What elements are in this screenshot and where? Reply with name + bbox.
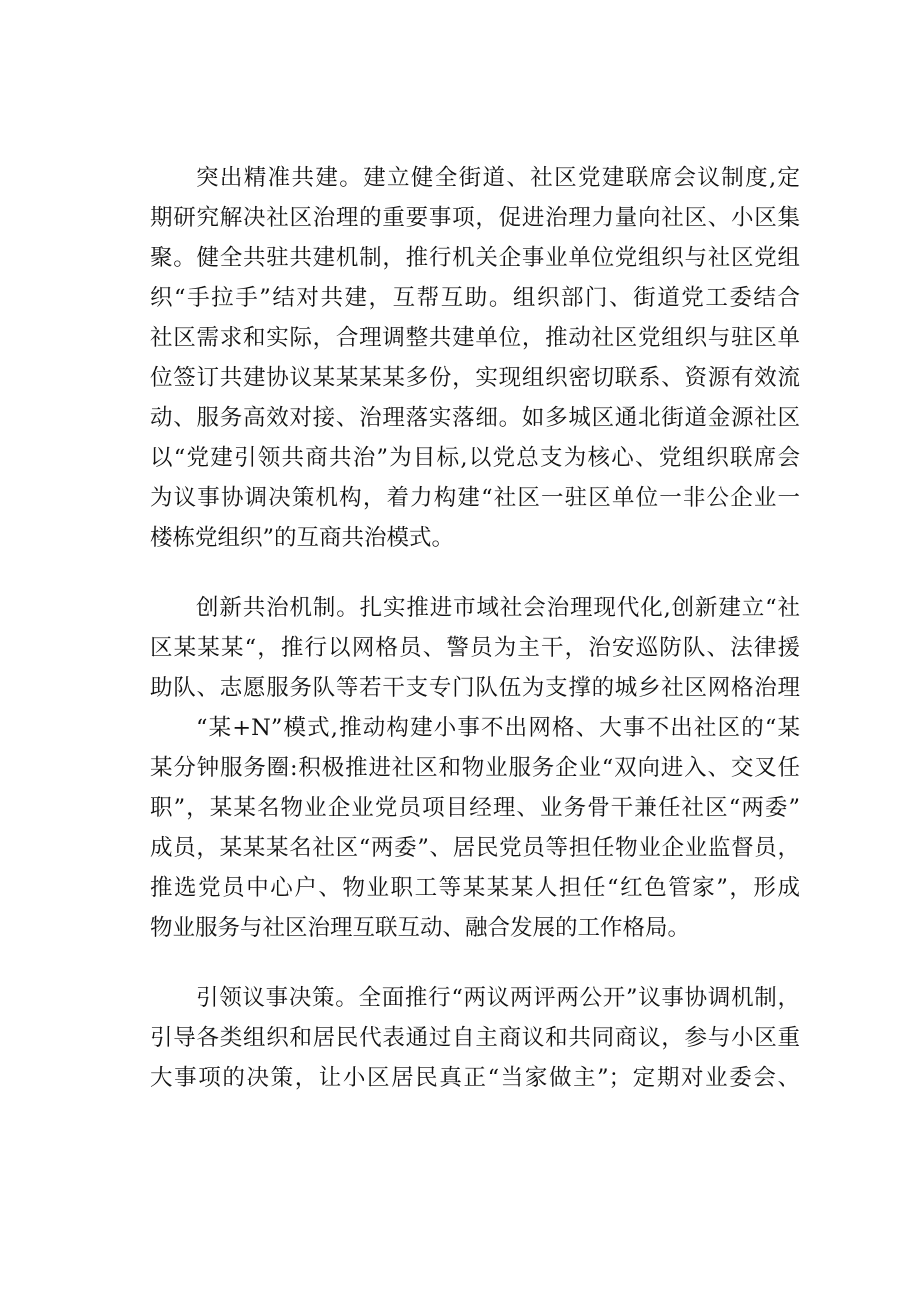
paragraph-2-line-5: 某分钟服务圈:积极推进社区和物业服务企业“双向进入、交叉任 bbox=[150, 755, 800, 781]
paragraph-1-line-8: 以“党建引领共商共治”为目标,以党总支为核心、党组织联席会 bbox=[150, 445, 800, 471]
paragraph-3-line-1: 引领议事决策。全面推行“两议两评两公开”议事协调机制， bbox=[196, 985, 800, 1011]
paragraph-1-line-4: 织“手拉手”结对共建，互帮互助。组织部门、街道党工委结合 bbox=[150, 285, 800, 311]
paragraph-2-line-8: 推选党员中心户、物业职工等某某某人担任“红色管家”，形成 bbox=[150, 875, 800, 901]
paragraph-1-line-1: 突出精准共建。建立健全街道、社区党建联席会议制度,定 bbox=[196, 165, 800, 191]
paragraph-1-line-9: 为议事协调决策机构，着力构建“社区一驻区单位一非公企业一 bbox=[150, 485, 800, 511]
paragraph-2-line-1: 创新共治机制。扎实推进市域社会治理现代化,创新建立“社 bbox=[196, 595, 800, 621]
paragraph-2-line-7: 成员，某某某名社区“两委”、居民党员等担任物业企业监督员， bbox=[150, 835, 800, 861]
paragraph-2-line-6: 职”，某某名物业企业党员项目经理、业务骨干兼任社区“两委” bbox=[150, 795, 800, 821]
paragraph-3-line-2: 引导各类组织和居民代表通过自主商议和共同商议，参与小区重 bbox=[150, 1025, 800, 1051]
paragraph-1-line-3: 聚。健全共驻共建机制，推行机关企事业单位党组织与社区党组 bbox=[150, 245, 800, 271]
paragraph-3-line-3: 大事项的决策，让小区居民真正“当家做主”；定期对业委会、 bbox=[150, 1065, 800, 1091]
paragraph-1-line-2: 期研究解决社区治理的重要事项，促进治理力量向社区、小区集 bbox=[150, 205, 800, 231]
paragraph-1-line-10: 楼栋党组织”的互商共治模式。 bbox=[150, 525, 455, 551]
paragraph-1-line-6: 位签订共建协议某某某某多份，实现组织密切联系、资源有效流 bbox=[150, 365, 800, 391]
paragraph-1-line-5: 社区需求和实际，合理调整共建单位，推动社区党组织与驻区单 bbox=[150, 325, 800, 351]
paragraph-2-line-3: 助队、志愿服务队等若干支专门队伍为支撑的城乡社区网格治理 bbox=[150, 675, 800, 701]
paragraph-2-line-4: “某+N”模式,推动构建小事不出网格、大事不出社区的“某 bbox=[196, 715, 800, 741]
paragraph-1-line-7: 动、服务高效对接、治理落实落细。如多城区通北街道金源社区 bbox=[150, 405, 800, 431]
paragraph-2-line-2: 区某某某“，推行以网格员、警员为主干，治安巡防队、法律援 bbox=[150, 635, 800, 661]
paragraph-2-line-9: 物业服务与社区治理互联互动、融合发展的工作格局。 bbox=[150, 915, 691, 941]
